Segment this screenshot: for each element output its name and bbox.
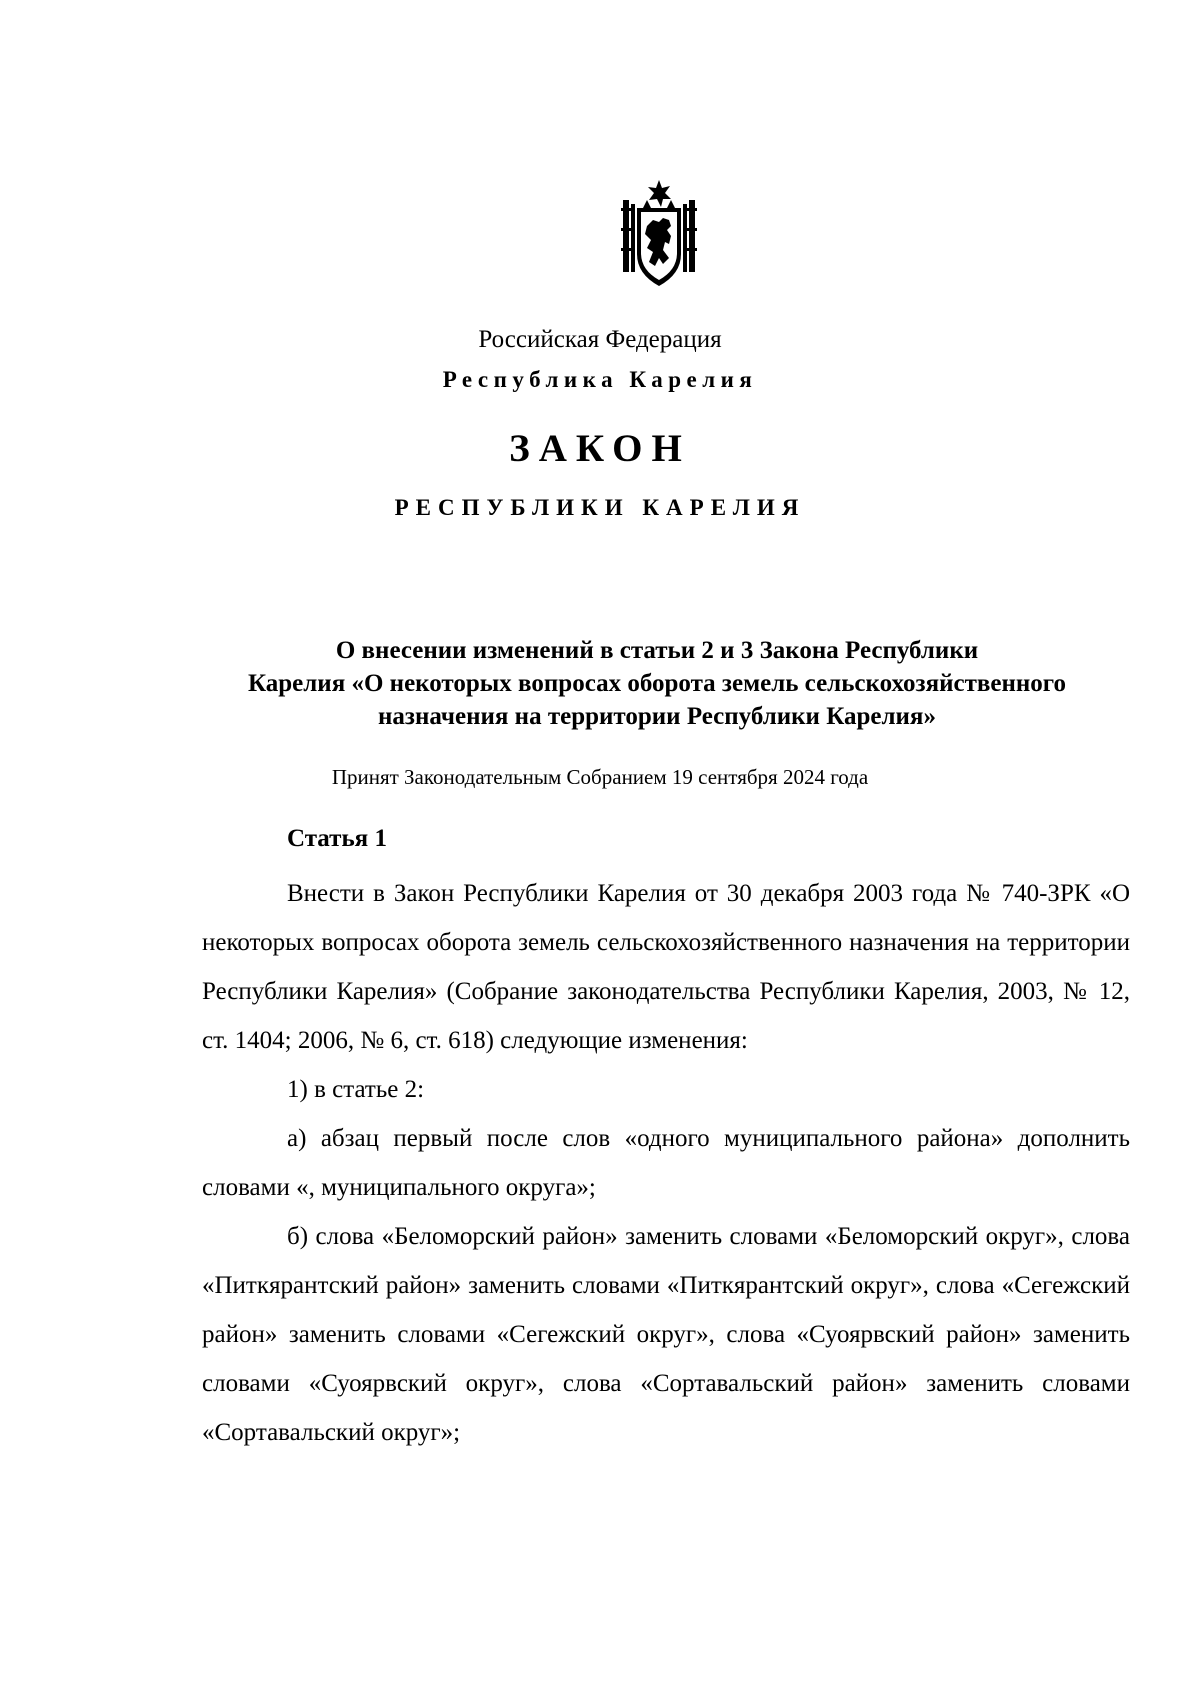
article-paragraph: 1) в статье 2: xyxy=(287,1076,425,1103)
article-heading: Статья 1 xyxy=(287,825,387,852)
article-paragraph: а) абзац первый после слов «одного муниципального района» дополнить словами «, муниципального округа»; xyxy=(202,1125,1130,1201)
republic-name: Республика Карелия xyxy=(442,367,758,392)
adoption-note: Принят Законодательным Собранием 19 сентября 2024 года xyxy=(331,765,869,789)
law-title-line: назначения на территории Республики Карелия» xyxy=(378,703,936,730)
law-title-line: О внесении изменений в статьи 2 и 3 Закона Республики xyxy=(335,637,979,664)
law-title xyxy=(185,634,1129,733)
law-title-line: Карелия «О некоторых вопросах оборота земель сельскохозяйственного xyxy=(247,670,1067,697)
document-type-of: РЕСПУБЛИКИ КАРЕЛИЯ xyxy=(394,495,806,520)
article-body xyxy=(202,869,1130,1457)
article-paragraph: б) слова «Беломорский район» заменить словами «Беломорский округ», слова «Питкярантский район» заменить словами «Питкярантский округ», слова «Сегежский район» заменить словами «Сегежский округ», слова «Суоярвский район» заменить словами «Суоярвский округ», слова «Сортавальский район» заменить словами «Сортавальский округ»; xyxy=(202,1223,1130,1446)
document-type: ЗАКОН xyxy=(509,427,691,470)
article-paragraph: Внести в Закон Республики Карелия от 30 декабря 2003 года № 740-ЗРК «О некоторых вопросах оборота земель сельскохозяйственного назначения на территории Республики Карелия» (Собрание законодательства Республики Карелия, 2003, № 12, ст. 1404; 2006, № 6, ст. 618) следующие изменения: xyxy=(202,880,1130,1054)
coat-of-arms-icon xyxy=(619,178,699,290)
country-name: Российская Федерация xyxy=(478,326,722,353)
